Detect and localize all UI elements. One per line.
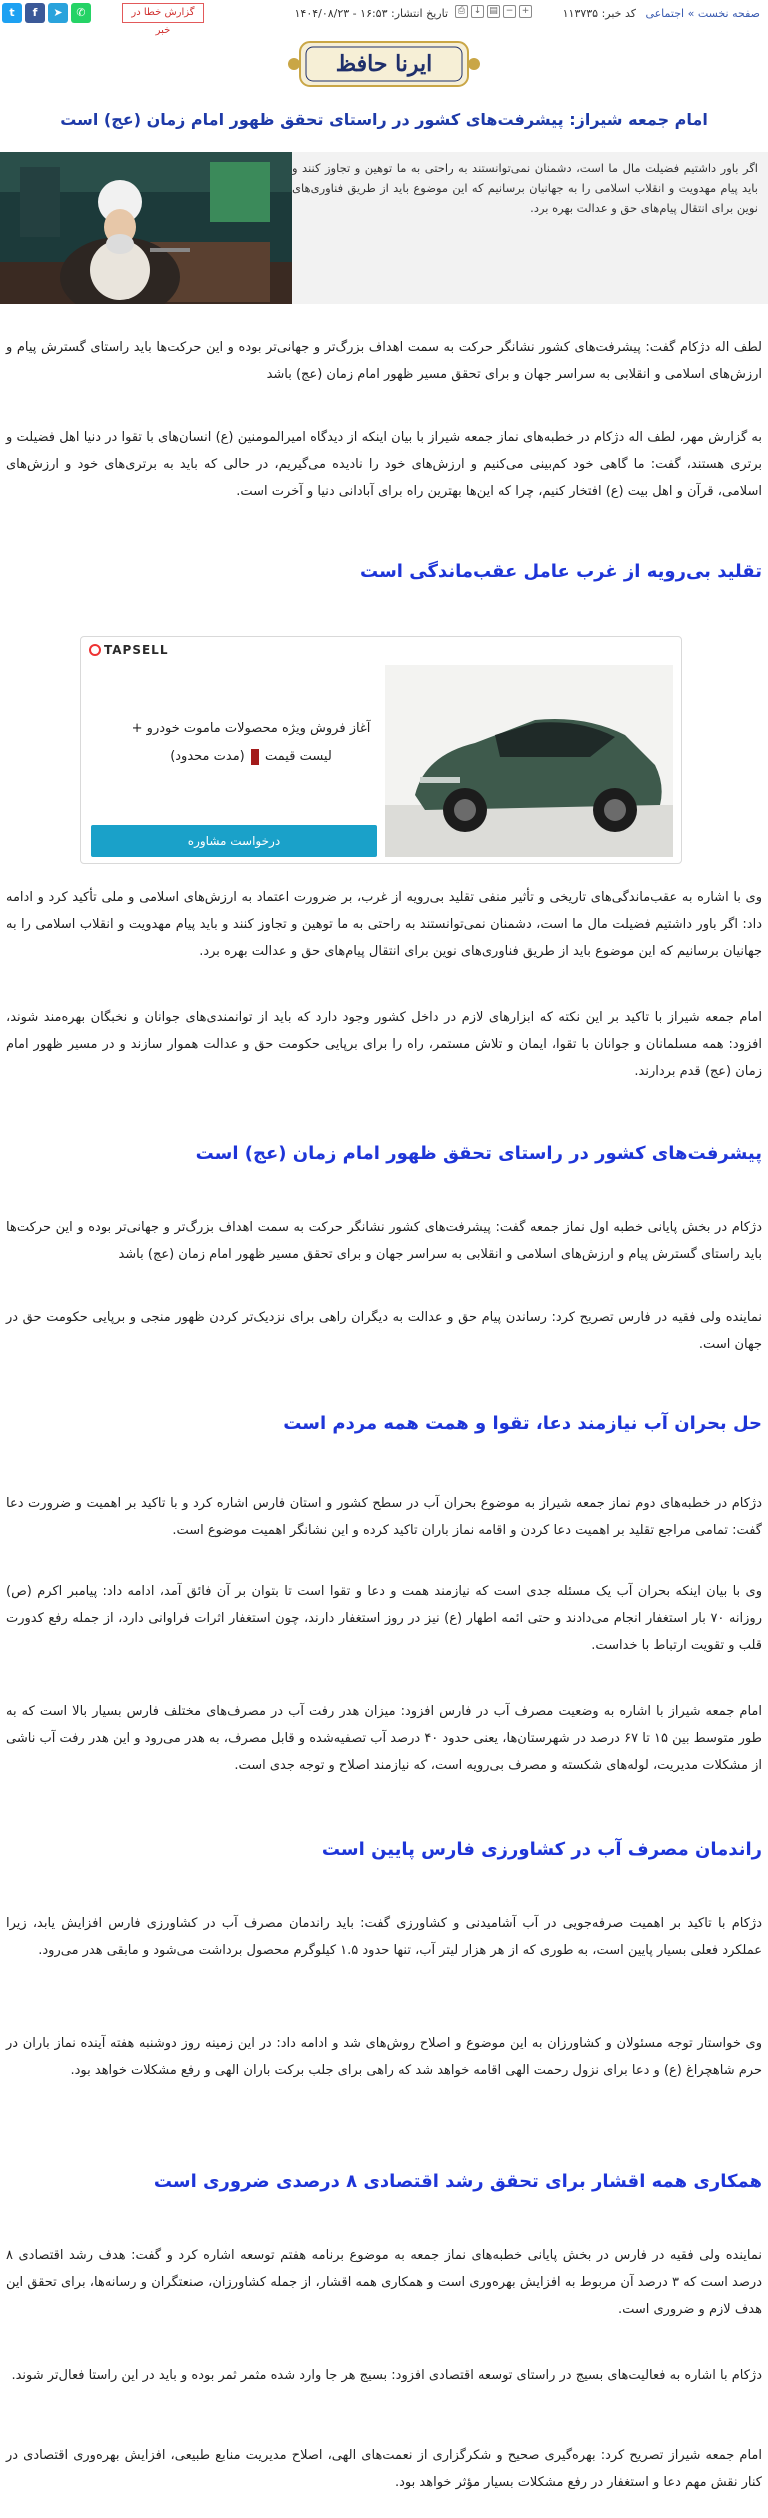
article-photo <box>0 152 292 304</box>
article-paragraph: دژکام با اشاره به فعالیت‌های بسیج در راستای توسعه اقتصادی افزود: بسیج هر جا وارد شده مثمر ثمر بوده و باید در این راستا فعال‌تر شوند. <box>11 2368 762 2383</box>
download-icon[interactable]: ↓ <box>471 5 484 18</box>
article-paragraph: نماینده ولی فقیه در فارس در بخش پایانی خطبه‌های نماز جمعه به موضوع برنامه هفتم توسعه اشاره کرد و گفت: هدف رشد اقتصادی ۸ درصد است که ۳ درصد آن مربوط به افزایش بهره‌وری است و همکاری همه اقشار، از جمله کشاورزان، صنعتگران و رسانه‌ها، برای تحقق این هدف لازم و ضروری است. <box>6 2248 762 2317</box>
social-share <box>2 3 91 23</box>
article-paragraph: امام جمعه شیراز با اشاره به وضعیت مصرف آب در فارس افزود: میزان هدر رفت آب در مصرف‌های مختلف فارس بسیار بالا است که به طور متوسط بین ۱۵ تا ۶۷ درصد در شهرستان‌ها، یعنی حدود ۴۰ درصد آب تصفیه‌شده و قابل مصرف، به هدر می‌رود و این هدر رفت آب ناشی از مشکلات مدیریت، لوله‌های شکسته و مصرف بی‌رویه است، که نیازمند اصلاح و توجه جدی است. <box>6 1704 762 1773</box>
font-decrease-icon[interactable]: − <box>503 5 516 18</box>
article-tools <box>455 5 532 18</box>
ad-car-image <box>385 665 673 857</box>
twitter-icon[interactable]: t <box>2 3 22 23</box>
article-paragraph: لطف اله دژکام گفت: پیشرفت‌های کشور نشانگر حرکت به سمت اهداف بزرگ‌تر و جهانی‌تر بوده و این حرکت‌ها باید راستای گسترش پیام و ارزش‌های اسلامی و انقلابی به سراسر جهان و برای تحقق مسیر ظهور امام زمان (عج) باشد <box>6 340 762 382</box>
article-paragraph: امام جمعه شیراز تصریح کرد: بهره‌گیری صحیح و شکرگزاری از نعمت‌های الهی، اصلاح مدیریت منابع طبیعی، افزایش بهره‌وری اقتصادی در کنار نقش مهم دعا و استغفار در رفع مشکلات بسیار مؤثر خواهد بود. <box>6 2448 762 2490</box>
section-heading: همکاری همه اقشار برای تحقق رشد اقتصادی ۸ درصدی ضروری است <box>153 2171 762 2192</box>
logo-wordmark: ایرنا حافظ <box>335 51 433 77</box>
section-heading: پیشرفت‌های کشور در راستای تحقق ظهور امام زمان (عج) است <box>195 1143 762 1164</box>
site-logo[interactable] <box>284 38 484 90</box>
article-lead: اگر باور داشتیم فضیلت مال ما است، دشمنان نمی‌توانستند به راحتی به ما توهین و تجاوز کنند و باید پیام مهدویت و انقلاب اسلامی را به جهانیان برسانیم که این موضوع باید از طریق فناوری‌های نوین برای انتقال پیام‌های حق و عدالت بهره برد. <box>292 161 758 215</box>
ad-tag-icon <box>251 749 259 765</box>
ad-line-2: لیست قیمت (مدت محدود) <box>170 749 332 764</box>
article-paragraph: وی با بیان اینکه بحران آب یک مسئله جدی است که نیازمند همت و دعا و تقوا است تا بتوان بر آن فائق آمد، ادامه داد: پیامبر اکرم (ص) روزانه ۷۰ بار استغفار انجام می‌دادند و حتی ائمه اطهار (ع) نیز در روز استغفار دارند، چون استغفار اثرات فراوانی دارد، از جمله رفع کدورت قلب و تقویت ارتباط با خداست. <box>6 1584 762 1653</box>
article-paragraph: نماینده ولی فقیه در فارس تصریح کرد: رساندن پیام حق و عدالت به دیگران راهی برای نزدیک‌تر کردن ظهور منجی و برپایی حکومت حق در جهان است. <box>6 1310 762 1352</box>
print-icon[interactable]: ⎙ <box>455 5 468 18</box>
ad-description <box>121 715 381 771</box>
section-heading: حل بحران آب نیازمند دعا، تقوا و همت همه مردم است <box>283 1413 762 1434</box>
ad-line-1: آغاز فروش ویژه محصولات ماموت خودرو + <box>131 721 371 736</box>
news-code: کد خبر: ۱۱۳۷۳۵ <box>562 7 636 20</box>
whatsapp-icon[interactable]: ✆ <box>71 3 91 23</box>
facebook-icon[interactable]: f <box>25 3 45 23</box>
top-bar <box>0 0 768 36</box>
article-paragraph: دژکام در بخش پایانی خطبه اول نماز جمعه گفت: پیشرفت‌های کشور نشانگر حرکت به سمت اهداف بزرگ‌تر و جهانی‌تر بوده و این حرکت‌ها باید راستای گسترش پیام و ارزش‌های اسلامی و انقلابی به سراسر جهان و برای تحقق مسیر ظهور امام زمان (عج) باشد <box>6 1220 762 1262</box>
article-paragraph: به گزارش مهر، لطف اله دژکام در خطبه‌های نماز جمعه شیراز با بیان اینکه از دیدگاه امیرالمومنین (ع) انسان‌های با تقوا در دنیا اهل فضیلت و برتری هستند، گفت: ما گاهی خود کم‌بینی می‌کنیم و ارزش‌های خود را نادیده می‌گیریم، در حالی که باید به برتری‌های خود و ارزش‌های اسلامی، قرآن و اهل بیت (ع) افتخار کنیم، چرا که این‌ها بهترین راه برای آبادانی دنیا و آخرت است. <box>6 430 762 499</box>
publish-date: تاریخ انتشار: ۱۶:۵۳ - ۱۴۰۴/۰۸/۲۳ <box>294 7 448 20</box>
save-icon[interactable]: ▤ <box>487 5 500 18</box>
article-paragraph: دژکام در خطبه‌های دوم نماز جمعه شیراز به موضوع بحران آب در سطح کشور و استان فارس اشاره کرد و با تاکید بر اهمیت و ضرورت دعا گفت: تمامی مراجع تقلید بر اهمیت دعا کردن و اقامه نماز باران تاکید کرده و این نشانگر اهمیت موضوع است. <box>6 1496 762 1538</box>
ad-request-button[interactable]: درخواست مشاوره <box>91 825 377 857</box>
font-increase-icon[interactable]: + <box>519 5 532 18</box>
article-title: امام جمعه شیراز: پیشرفت‌های کشور در راستای تحقق ظهور امام زمان (عج) است <box>60 110 708 129</box>
section-heading: تقلید بی‌رویه از غرب عامل عقب‌ماندگی است <box>360 561 762 582</box>
report-error-button[interactable]: گزارش خطا در خبر <box>122 3 204 23</box>
section-heading: راندمان مصرف آب در کشاورزی فارس پایین است <box>321 1839 762 1860</box>
ad-brand-logo: TAPSELL <box>89 643 185 663</box>
article-paragraph: امام جمعه شیراز با تاکید بر این نکته که ابزارهای لازم در داخل کشور وجود دارد که باید از توانمندی‌های جوانان و نخبگان بهره‌مند شوند، افزود: همه مسلمانان و جوانان با تقوا، ایمان و تلاش مستمر، راه را برای برپایی حکومت حق و عدالت هموار سازند و در مسیر ظهور امام زمان (عج) قدم بردارند. <box>6 1010 762 1079</box>
breadcrumb <box>645 7 760 20</box>
breadcrumb-separator: » <box>687 7 695 20</box>
article-paragraph: دژکام با تاکید بر اهمیت صرفه‌جویی در آب آشامیدنی و کشاورزی گفت: باید راندمان مصرف آب در کشاورزی فارس افزایش یابد، زیرا عملکرد فعلی بسیار پایین است، به طوری که از هر هزار لیتر آب، تنها حدود ۱.۵ کیلوگرم محصول برداشت می‌شود و مابقی هدر می‌رود. <box>6 1916 762 1958</box>
telegram-icon[interactable]: ➤ <box>48 3 68 23</box>
sponsored-ad[interactable] <box>80 636 682 864</box>
article-paragraph: وی خواستار توجه مسئولان و کشاورزان به این موضوع و اصلاح روش‌های شد و ادامه داد: در این زمینه روز دوشنبه هفته آینده نماز باران در حرم شاهچراغ (ع) و دعا برای نزول رحمت الهی اقامه خواهد شد که راهی برای جلب برکت باران الهی و رفع مشکلات خواهد بود. <box>6 2036 762 2078</box>
breadcrumb-home-link[interactable]: صفحه نخست <box>697 7 760 20</box>
breadcrumb-section-link[interactable]: اجتماعی <box>645 7 685 20</box>
article-paragraph: وی با اشاره به عقب‌ماندگی‌های تاریخی و تأثیر منفی تقلید بی‌رویه از غرب، بر ضرورت اعتماد به ارزش‌های اسلامی و ملی تأکید کرد و ادامه داد: اگر باور داشتیم فضیلت مال ما است، دشمنان نمی‌توانستند به راحتی به ما توهین و تجاوز کنند و باید پیام مهدویت و انقلاب اسلامی را به جهانیان برسانیم که این موضوع باید از طریق فناوری‌های نوین برای انتقال پیام‌های حق و عدالت بهره برد. <box>6 890 762 959</box>
